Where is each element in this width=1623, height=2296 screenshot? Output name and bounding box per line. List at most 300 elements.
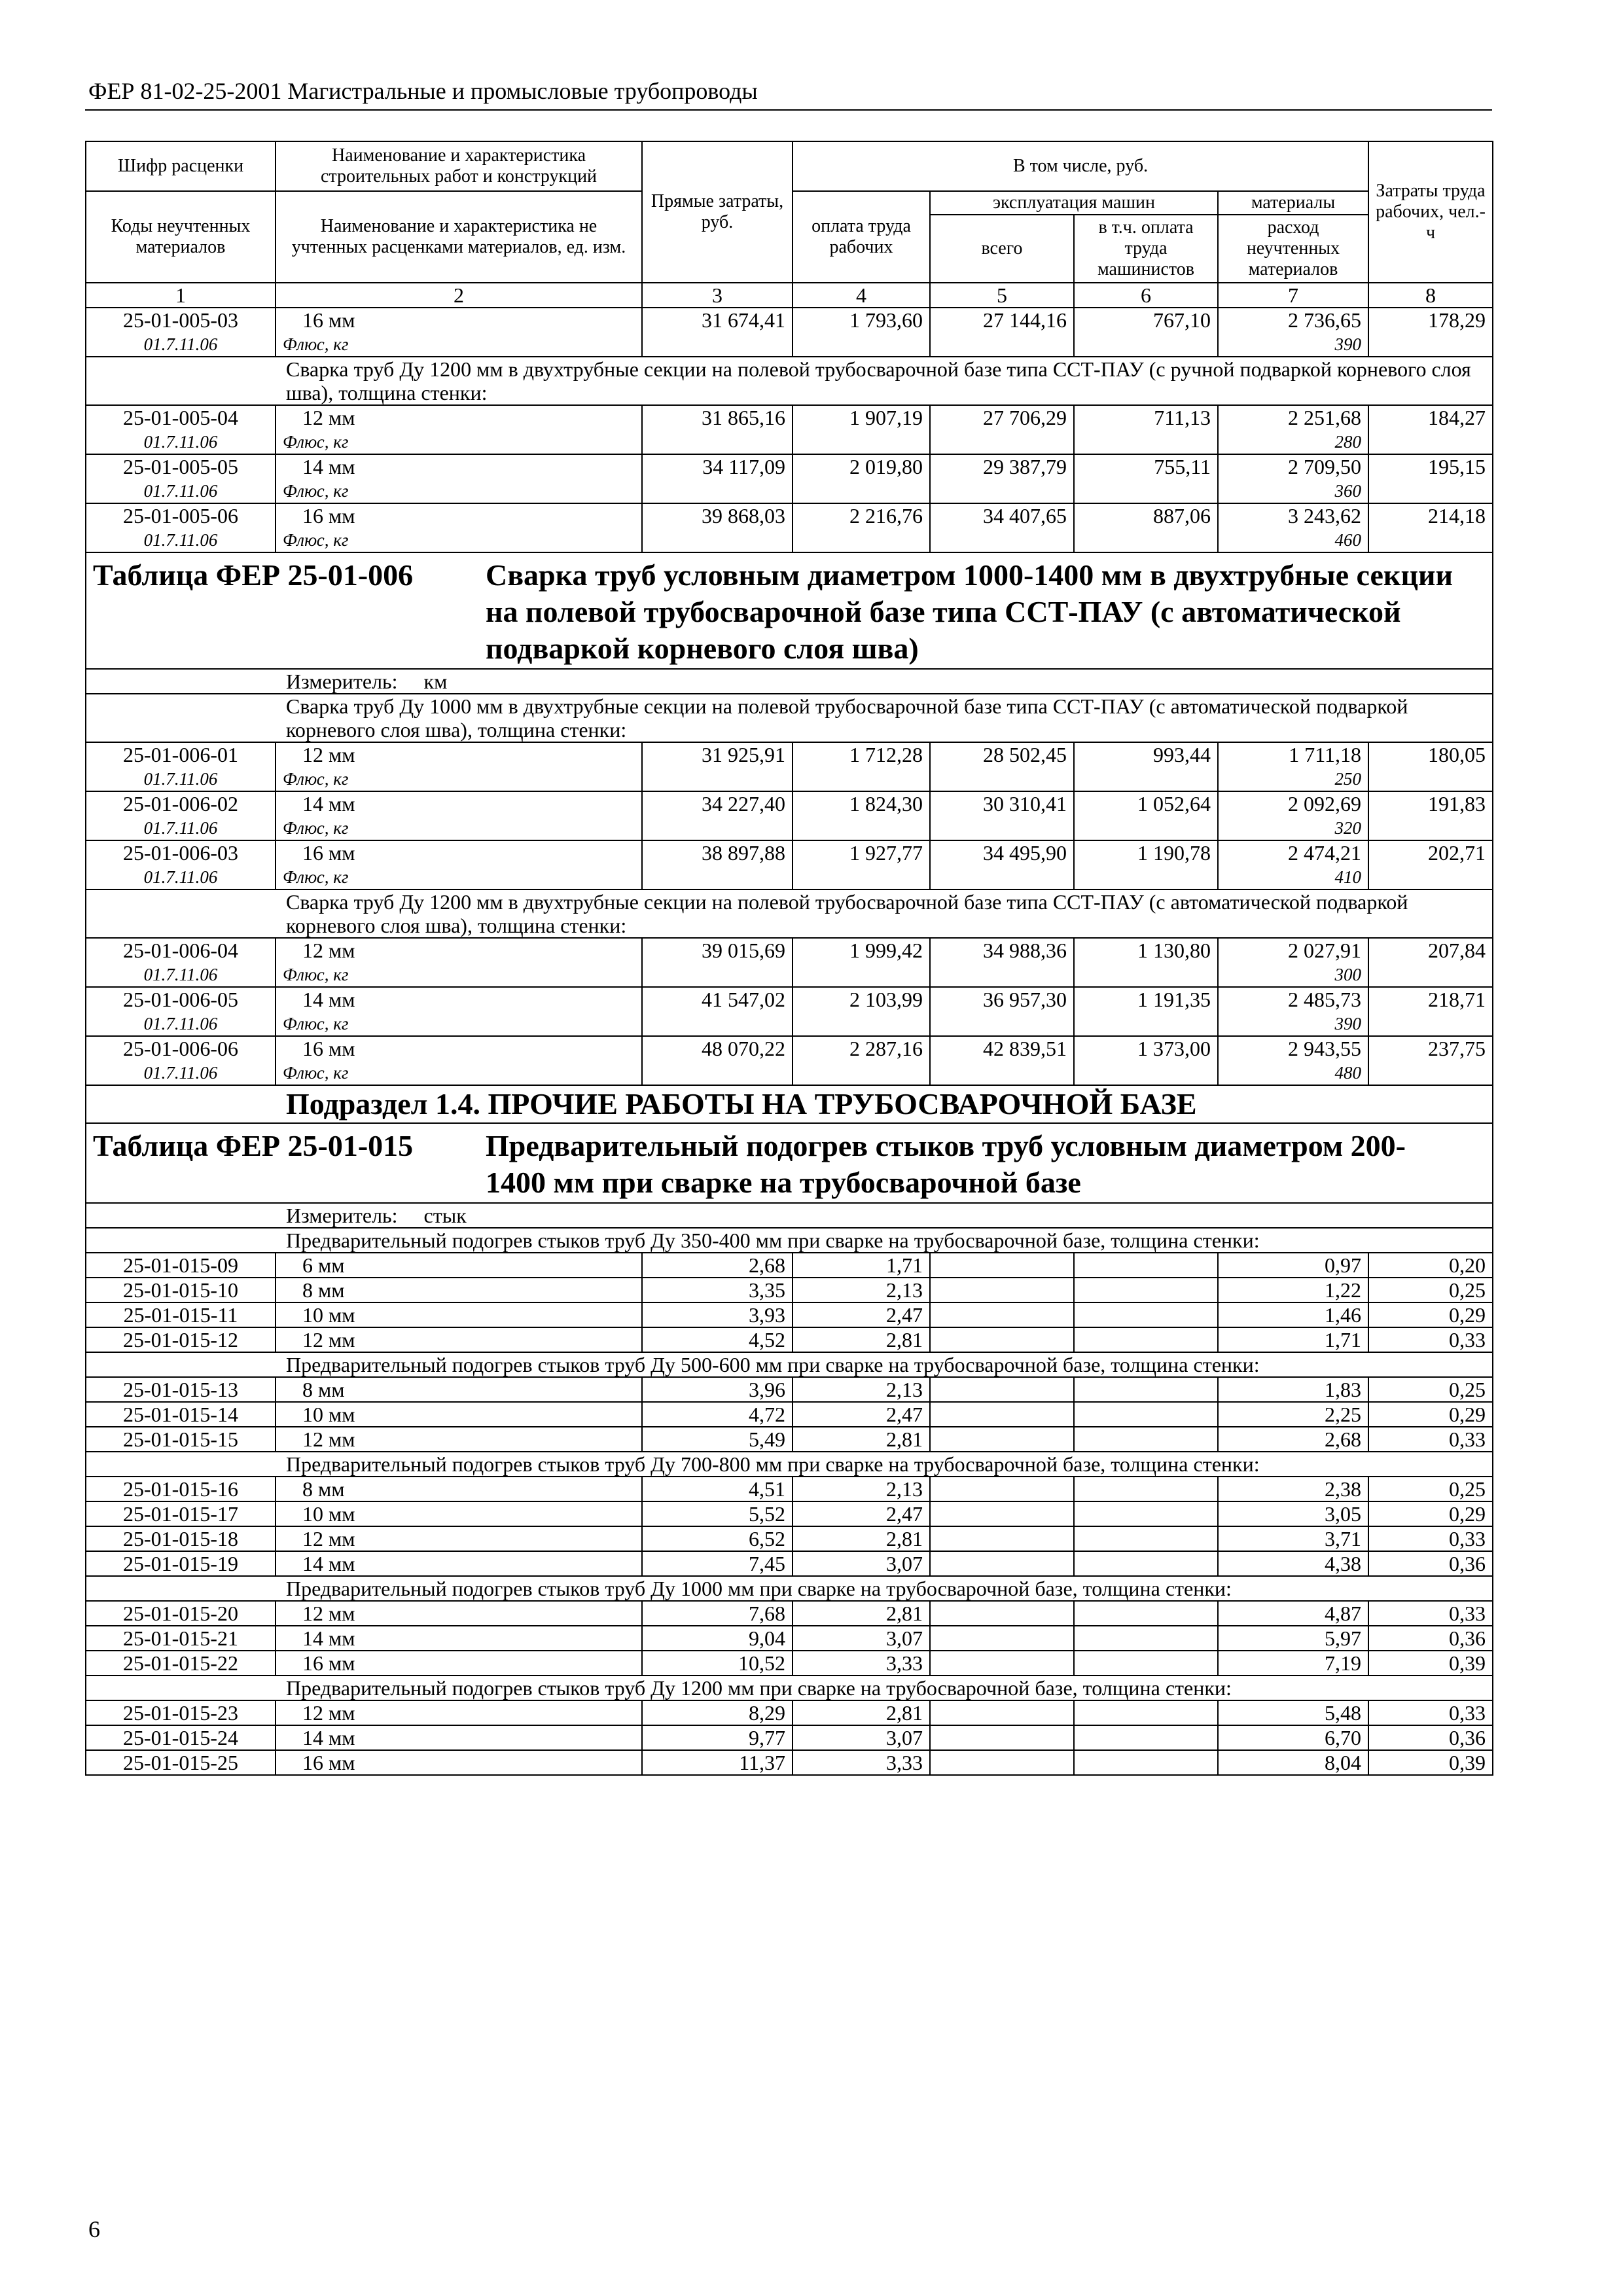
section-row [86, 1085, 1493, 1123]
work-name: 6 мм [276, 1253, 642, 1278]
table-title-label: Таблица ФЕР 25-01-006 [93, 558, 414, 592]
work-name: 12 мм [276, 1700, 642, 1725]
group-heading: Предварительный подогрев стыков труб Ду 1000 мм при сварке на трубосварочной базе, толщина стенки: [86, 1576, 1493, 1601]
rate-code: 25-01-015-23 [86, 1700, 276, 1725]
materials-cost: 1,83 [1218, 1377, 1368, 1402]
header-labor-pay: оплата труда рабочих [793, 191, 930, 283]
table-title-text: Сварка труб условным диаметром 1000-1400 мм в двухтрубные секции на полевой трубосварочной базе типа ССТ-ПАУ (с автоматической подваркой корневого слоя шва) [486, 558, 1453, 665]
machines-total [930, 1327, 1074, 1352]
direct-cost: 5,52 [642, 1501, 793, 1526]
table-row [86, 1377, 1493, 1402]
table-row [86, 503, 1493, 528]
work-name: 14 мм [276, 454, 642, 479]
page-number: 6 [88, 2216, 100, 2242]
rate-code: 25-01-015-21 [86, 1626, 276, 1651]
labor-hours: 218,71 [1368, 987, 1493, 1036]
material-code: 01.7.11.06 [86, 767, 276, 791]
labor-pay: 3,07 [793, 1626, 930, 1651]
machinist-pay: 1 130,80 [1074, 938, 1218, 987]
direct-cost: 3,93 [642, 1302, 793, 1327]
labor-hours: 0,33 [1368, 1427, 1493, 1452]
machinist-pay [1074, 1651, 1218, 1676]
machines-total [930, 1651, 1074, 1676]
labor-hours: 0,39 [1368, 1750, 1493, 1775]
labor-pay: 2,47 [793, 1501, 930, 1526]
material-name: Флюс, кг [276, 332, 642, 357]
labor-hours: 0,25 [1368, 1477, 1493, 1501]
machines-total [930, 1402, 1074, 1427]
machinist-pay [1074, 1601, 1218, 1626]
header-materials-use: расход неучтенных материалов [1218, 215, 1368, 283]
running-header: ФЕР 81-02-25-2001 Магистральные и промысловые трубопроводы [88, 78, 758, 104]
header-machinist-pay: в т.ч. оплата труда машинистов [1074, 215, 1218, 283]
rate-code: 25-01-015-12 [86, 1327, 276, 1352]
table-row [86, 1501, 1493, 1526]
labor-hours: 237,75 [1368, 1036, 1493, 1085]
rate-code: 25-01-015-22 [86, 1651, 276, 1676]
group-heading: Предварительный подогрев стыков труб Ду 500-600 мм при сварке на трубосварочной базе, толщина стенки: [86, 1352, 1493, 1377]
group-heading-row [86, 889, 1493, 938]
machines-total: 42 839,51 [930, 1036, 1074, 1085]
rate-code: 25-01-015-19 [86, 1551, 276, 1576]
direct-cost: 31 925,91 [642, 742, 793, 791]
rate-code: 25-01-015-24 [86, 1725, 276, 1750]
work-name: 8 мм [276, 1278, 642, 1302]
labor-pay: 2 019,80 [793, 454, 930, 503]
material-code: 01.7.11.06 [86, 865, 276, 889]
direct-cost: 4,51 [642, 1477, 793, 1501]
table-row [86, 1402, 1493, 1427]
col-num: 5 [930, 283, 1074, 308]
labor-pay: 2,13 [793, 1377, 930, 1402]
labor-hours: 180,05 [1368, 742, 1493, 791]
rate-code: 25-01-015-14 [86, 1402, 276, 1427]
labor-pay: 1,71 [793, 1253, 930, 1278]
work-name: 10 мм [276, 1501, 642, 1526]
materials-cost: 2 943,55 [1218, 1036, 1368, 1061]
machinist-pay [1074, 1427, 1218, 1452]
material-code: 01.7.11.06 [86, 332, 276, 357]
col-num: 2 [276, 283, 642, 308]
materials-cost: 2,38 [1218, 1477, 1368, 1501]
machinist-pay: 1 052,64 [1074, 791, 1218, 840]
material-code: 01.7.11.06 [86, 1012, 276, 1036]
direct-cost: 11,37 [642, 1750, 793, 1775]
labor-pay: 3,33 [793, 1651, 930, 1676]
machines-total [930, 1526, 1074, 1551]
rate-code: 25-01-006-01 [86, 742, 276, 767]
rate-code: 25-01-015-10 [86, 1278, 276, 1302]
materials-cost: 0,97 [1218, 1253, 1368, 1278]
table-title-text: Предварительный подогрев стыков труб условным диаметром 200-1400 мм при сварке на трубосварочной базе [486, 1129, 1406, 1199]
labor-hours: 0,25 [1368, 1278, 1493, 1302]
materials-cost: 1,46 [1218, 1302, 1368, 1327]
labor-pay: 2 216,76 [793, 503, 930, 552]
material-code: 01.7.11.06 [86, 816, 276, 840]
materials-cost: 2 709,50 [1218, 454, 1368, 479]
materials-cost: 2 736,65 [1218, 308, 1368, 332]
materials-cost: 1,22 [1218, 1278, 1368, 1302]
rate-code: 25-01-006-05 [86, 987, 276, 1012]
materials-cost: 2,25 [1218, 1402, 1368, 1427]
material-name: Флюс, кг [276, 479, 642, 503]
labor-hours: 195,15 [1368, 454, 1493, 503]
rates-table [85, 141, 1493, 1776]
direct-cost: 2,68 [642, 1253, 793, 1278]
labor-hours: 207,84 [1368, 938, 1493, 987]
labor-pay: 2,81 [793, 1601, 930, 1626]
work-name: 10 мм [276, 1302, 642, 1327]
group-heading-row [86, 1352, 1493, 1377]
machinist-pay [1074, 1377, 1218, 1402]
table-row [86, 938, 1493, 963]
column-numbers-row [86, 283, 1493, 308]
materials-cost: 2 485,73 [1218, 987, 1368, 1012]
labor-pay: 1 907,19 [793, 405, 930, 454]
labor-hours: 214,18 [1368, 503, 1493, 552]
machines-total: 34 407,65 [930, 503, 1074, 552]
labor-pay: 2,47 [793, 1402, 930, 1427]
group-heading: Сварка труб Ду 1200 мм в двухтрубные секции на полевой трубосварочной базе типа ССТ-ПАУ (с ручной подваркой корневого слоя шва), толщина стенки: [86, 357, 1493, 405]
direct-cost: 31 674,41 [642, 308, 793, 357]
machines-total [930, 1377, 1074, 1402]
table-title-label: Таблица ФЕР 25-01-015 [93, 1129, 414, 1162]
material-name: Флюс, кг [276, 430, 642, 454]
labor-pay: 2,81 [793, 1427, 930, 1452]
materials-cost: 4,87 [1218, 1601, 1368, 1626]
rate-code: 25-01-015-09 [86, 1253, 276, 1278]
materials-cost: 2,68 [1218, 1427, 1368, 1452]
materials-cost: 3 243,62 [1218, 503, 1368, 528]
machinist-pay: 1 373,00 [1074, 1036, 1218, 1085]
group-heading-row [86, 1452, 1493, 1477]
table-title-row [86, 1123, 1493, 1203]
work-name: 12 мм [276, 742, 642, 767]
table-row [86, 1278, 1493, 1302]
machines-total [930, 1253, 1074, 1278]
labor-pay: 2,81 [793, 1327, 930, 1352]
labor-hours: 0,29 [1368, 1302, 1493, 1327]
machines-total [930, 1626, 1074, 1651]
labor-hours: 0,33 [1368, 1700, 1493, 1725]
direct-cost: 39 868,03 [642, 503, 793, 552]
labor-hours: 0,36 [1368, 1551, 1493, 1576]
labor-hours: 202,71 [1368, 840, 1493, 889]
material-qty: 460 [1218, 528, 1368, 552]
work-name: 14 мм [276, 791, 642, 816]
material-name: Флюс, кг [276, 1061, 642, 1085]
direct-cost: 9,77 [642, 1725, 793, 1750]
rate-code: 25-01-015-20 [86, 1601, 276, 1626]
work-name: 12 мм [276, 405, 642, 430]
labor-hours: 0,29 [1368, 1402, 1493, 1427]
material-qty: 480 [1218, 1061, 1368, 1085]
table-row [86, 1526, 1493, 1551]
machinist-pay [1074, 1477, 1218, 1501]
rate-code: 25-01-015-17 [86, 1501, 276, 1526]
machines-total [930, 1725, 1074, 1750]
rate-code: 25-01-005-03 [86, 308, 276, 332]
materials-cost: 2 027,91 [1218, 938, 1368, 963]
materials-cost: 4,38 [1218, 1551, 1368, 1576]
table-row [86, 454, 1493, 479]
machines-total: 28 502,45 [930, 742, 1074, 791]
work-name: 14 мм [276, 1626, 642, 1651]
machines-total: 34 495,90 [930, 840, 1074, 889]
work-name: 8 мм [276, 1377, 642, 1402]
materials-cost: 2 092,69 [1218, 791, 1368, 816]
group-heading-row [86, 694, 1493, 742]
labor-hours: 184,27 [1368, 405, 1493, 454]
group-heading-row [86, 1228, 1493, 1253]
table-row [86, 308, 1493, 332]
materials-cost: 1 711,18 [1218, 742, 1368, 767]
materials-cost: 1,71 [1218, 1327, 1368, 1352]
labor-hours: 0,33 [1368, 1601, 1493, 1626]
machinist-pay [1074, 1526, 1218, 1551]
material-name: Флюс, кг [276, 767, 642, 791]
machines-total: 30 310,41 [930, 791, 1074, 840]
table-row [86, 1477, 1493, 1501]
machinist-pay: 767,10 [1074, 308, 1218, 357]
labor-pay: 2,81 [793, 1700, 930, 1725]
table-row [86, 1626, 1493, 1651]
direct-cost: 48 070,22 [642, 1036, 793, 1085]
work-name: 10 мм [276, 1402, 642, 1427]
materials-cost: 6,70 [1218, 1725, 1368, 1750]
machines-total [930, 1427, 1074, 1452]
material-qty: 390 [1218, 332, 1368, 357]
table-row [86, 840, 1493, 865]
machinist-pay [1074, 1700, 1218, 1725]
measure-label: Измеритель: [286, 1204, 398, 1227]
machines-total [930, 1477, 1074, 1501]
group-heading: Сварка труб Ду 1200 мм в двухтрубные секции на полевой трубосварочной базе типа ССТ-ПАУ (с автоматической подваркой корневого слоя шва), толщина стенки: [86, 889, 1493, 938]
rate-code: 25-01-006-06 [86, 1036, 276, 1061]
rate-code: 25-01-015-18 [86, 1526, 276, 1551]
work-name: 8 мм [276, 1477, 642, 1501]
table-row [86, 1750, 1493, 1775]
group-heading-row [86, 1676, 1493, 1700]
labor-pay: 3,07 [793, 1551, 930, 1576]
work-name: 14 мм [276, 987, 642, 1012]
group-heading: Предварительный подогрев стыков труб Ду 1200 мм при сварке на трубосварочной базе, толщина стенки: [86, 1676, 1493, 1700]
direct-cost: 7,68 [642, 1601, 793, 1626]
measure-unit: стык [423, 1204, 467, 1227]
labor-hours: 0,36 [1368, 1725, 1493, 1750]
material-name: Флюс, кг [276, 528, 642, 552]
material-name: Флюс, кг [276, 865, 642, 889]
table-row [86, 1551, 1493, 1576]
material-name: Флюс, кг [276, 816, 642, 840]
measure [86, 1203, 1493, 1228]
material-code: 01.7.11.06 [86, 479, 276, 503]
material-name: Флюс, кг [276, 1012, 642, 1036]
material-qty: 250 [1218, 767, 1368, 791]
machines-total [930, 1551, 1074, 1576]
col-num: 8 [1368, 283, 1493, 308]
table-body [86, 141, 1493, 1775]
labor-hours: 0,36 [1368, 1626, 1493, 1651]
rate-code: 25-01-015-16 [86, 1477, 276, 1501]
measure [86, 669, 1493, 694]
table-row [86, 1036, 1493, 1061]
col-num: 6 [1074, 283, 1218, 308]
material-code: 01.7.11.06 [86, 963, 276, 987]
work-name: 16 мм [276, 840, 642, 865]
header-codes-unaccounted: Коды неучтенных материалов [86, 191, 276, 283]
work-name: 14 мм [276, 1551, 642, 1576]
direct-cost: 38 897,88 [642, 840, 793, 889]
machines-total: 27 144,16 [930, 308, 1074, 357]
rate-code: 25-01-015-25 [86, 1750, 276, 1775]
materials-cost: 2 251,68 [1218, 405, 1368, 430]
materials-cost: 3,71 [1218, 1526, 1368, 1551]
work-name: 12 мм [276, 1526, 642, 1551]
table-row [86, 1427, 1493, 1452]
machinist-pay: 887,06 [1074, 503, 1218, 552]
table-row [86, 1725, 1493, 1750]
direct-cost: 9,04 [642, 1626, 793, 1651]
machines-total: 27 706,29 [930, 405, 1074, 454]
header-rule [85, 109, 1492, 111]
header-direct: Прямые затраты, руб. [642, 141, 793, 283]
direct-cost: 5,49 [642, 1427, 793, 1452]
section-heading: Подраздел 1.4. ПРОЧИЕ РАБОТЫ НА ТРУБОСВАРОЧНОЙ БАЗЕ [86, 1085, 1493, 1123]
header-materials: материалы [1218, 191, 1368, 215]
direct-cost: 10,52 [642, 1651, 793, 1676]
table-row [86, 1700, 1493, 1725]
material-qty: 300 [1218, 963, 1368, 987]
machinist-pay [1074, 1750, 1218, 1775]
machines-total: 36 957,30 [930, 987, 1074, 1036]
direct-cost: 8,29 [642, 1700, 793, 1725]
table-row [86, 987, 1493, 1012]
direct-cost: 7,45 [642, 1551, 793, 1576]
rate-code: 25-01-006-03 [86, 840, 276, 865]
direct-cost: 4,72 [642, 1402, 793, 1427]
measure-row [86, 669, 1493, 694]
machinist-pay: 711,13 [1074, 405, 1218, 454]
direct-cost: 39 015,69 [642, 938, 793, 987]
table-row [86, 742, 1493, 767]
direct-cost: 3,96 [642, 1377, 793, 1402]
rate-code: 25-01-006-02 [86, 791, 276, 816]
col-num: 3 [642, 283, 793, 308]
header-labor-cost: Затраты труда рабочих, чел.-ч [1368, 141, 1493, 283]
labor-hours: 0,25 [1368, 1377, 1493, 1402]
machines-total: 34 988,36 [930, 938, 1074, 987]
material-qty: 320 [1218, 816, 1368, 840]
rate-code: 25-01-006-04 [86, 938, 276, 963]
measure-row [86, 1203, 1493, 1228]
header-name: Наименование и характеристика строительных работ и конструкций [276, 141, 642, 191]
direct-cost: 41 547,02 [642, 987, 793, 1036]
rate-code: 25-01-005-04 [86, 405, 276, 430]
materials-cost: 5,48 [1218, 1700, 1368, 1725]
machinist-pay [1074, 1626, 1218, 1651]
labor-pay: 2,47 [793, 1302, 930, 1327]
labor-pay: 2,81 [793, 1526, 930, 1551]
table-row [86, 791, 1493, 816]
col-num: 4 [793, 283, 930, 308]
labor-pay: 3,33 [793, 1750, 930, 1775]
machines-total [930, 1501, 1074, 1526]
material-name: Флюс, кг [276, 963, 642, 987]
labor-pay: 2 103,99 [793, 987, 930, 1036]
materials-cost: 2 474,21 [1218, 840, 1368, 865]
material-code: 01.7.11.06 [86, 1061, 276, 1085]
direct-cost: 4,52 [642, 1327, 793, 1352]
header-incl: В том числе, руб. [793, 141, 1368, 191]
work-name: 16 мм [276, 1750, 642, 1775]
labor-hours: 0,20 [1368, 1253, 1493, 1278]
table-row [86, 1601, 1493, 1626]
labor-pay: 2,13 [793, 1278, 930, 1302]
table-title-row [86, 552, 1493, 669]
machines-total [930, 1302, 1074, 1327]
labor-hours: 178,29 [1368, 308, 1493, 357]
machinist-pay [1074, 1551, 1218, 1576]
material-qty: 280 [1218, 430, 1368, 454]
work-name: 14 мм [276, 1725, 642, 1750]
rate-code: 25-01-005-05 [86, 454, 276, 479]
labor-pay: 1 824,30 [793, 791, 930, 840]
header-code: Шифр расценки [86, 141, 276, 191]
labor-hours: 191,83 [1368, 791, 1493, 840]
table-row [86, 1327, 1493, 1352]
direct-cost: 6,52 [642, 1526, 793, 1551]
labor-pay: 1 999,42 [793, 938, 930, 987]
machinist-pay: 755,11 [1074, 454, 1218, 503]
work-name: 12 мм [276, 1327, 642, 1352]
measure-label: Измеритель: [286, 670, 398, 693]
table-row [86, 1302, 1493, 1327]
machines-total: 29 387,79 [930, 454, 1074, 503]
group-heading-row [86, 357, 1493, 405]
labor-pay: 3,07 [793, 1725, 930, 1750]
machinist-pay [1074, 1253, 1218, 1278]
material-qty: 360 [1218, 479, 1368, 503]
work-name: 16 мм [276, 503, 642, 528]
machinist-pay [1074, 1725, 1218, 1750]
rate-code: 25-01-005-06 [86, 503, 276, 528]
machines-total [930, 1278, 1074, 1302]
direct-cost: 3,35 [642, 1278, 793, 1302]
group-heading-row [86, 1576, 1493, 1601]
labor-hours: 0,29 [1368, 1501, 1493, 1526]
materials-cost: 3,05 [1218, 1501, 1368, 1526]
labor-pay: 2,13 [793, 1477, 930, 1501]
direct-cost: 34 227,40 [642, 791, 793, 840]
work-name: 12 мм [276, 1601, 642, 1626]
machinist-pay: 1 190,78 [1074, 840, 1218, 889]
table-row [86, 1651, 1493, 1676]
machines-total [930, 1700, 1074, 1725]
measure-unit: км [423, 670, 448, 693]
group-heading: Сварка труб Ду 1000 мм в двухтрубные секции на полевой трубосварочной базе типа ССТ-ПАУ (с автоматической подваркой корневого слоя шва), толщина стенки: [86, 694, 1493, 742]
labor-hours: 0,33 [1368, 1327, 1493, 1352]
table-title [86, 1123, 1493, 1203]
machines-total [930, 1601, 1074, 1626]
col-num: 7 [1218, 283, 1368, 308]
direct-cost: 34 117,09 [642, 454, 793, 503]
labor-hours: 0,39 [1368, 1651, 1493, 1676]
group-heading: Предварительный подогрев стыков труб Ду 700-800 мм при сварке на трубосварочной базе, толщина стенки: [86, 1452, 1493, 1477]
rate-code: 25-01-015-13 [86, 1377, 276, 1402]
material-code: 01.7.11.06 [86, 430, 276, 454]
machinist-pay: 1 191,35 [1074, 987, 1218, 1036]
